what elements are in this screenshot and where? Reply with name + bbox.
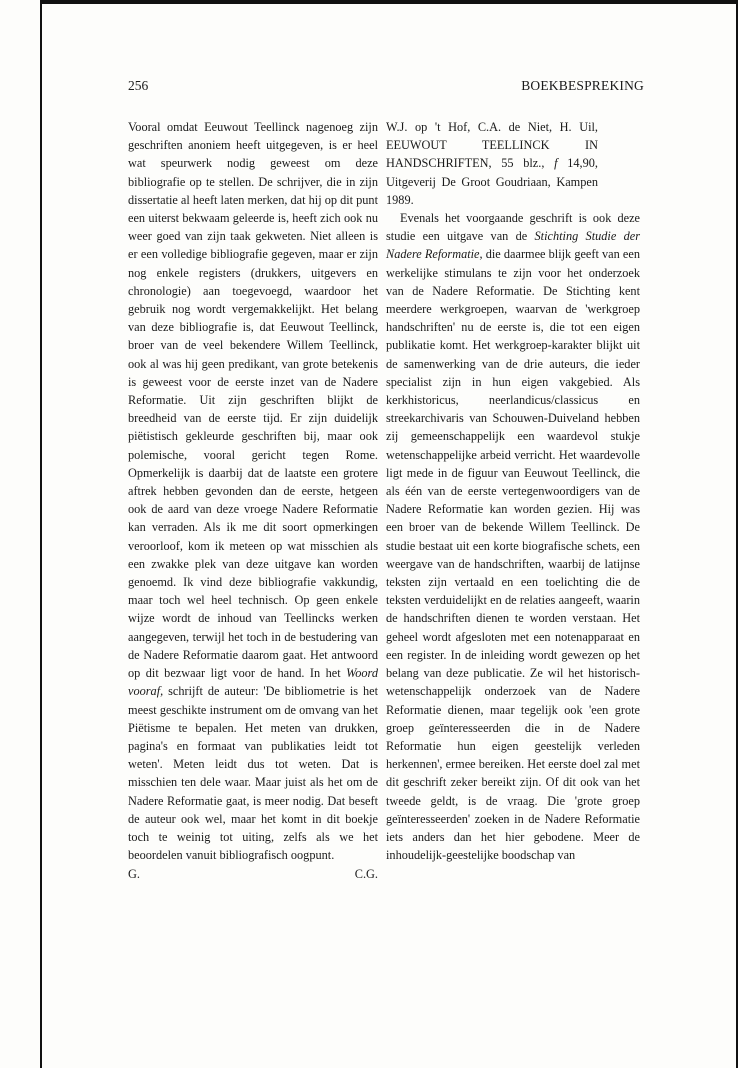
signoff-left: G. bbox=[128, 867, 140, 882]
review-body-part1: Evenals het voorgaande geschrift is ook deze studie een uitgave van de bbox=[386, 211, 640, 244]
left-column bbox=[128, 118, 378, 883]
signoff bbox=[128, 865, 378, 883]
page-edge-left bbox=[40, 0, 42, 1068]
citation-currency: f bbox=[554, 156, 558, 171]
foundation-name: Stichting Studie der Nadere Reformatie, bbox=[386, 229, 640, 262]
page-header bbox=[128, 78, 644, 96]
running-title: BOEKBESPREKING bbox=[521, 78, 644, 93]
book-citation bbox=[386, 118, 598, 209]
review-body-part2: die daarmee blijk geeft van een werkelijke stimulans te zijn voor het onderzoek van de Nadere Reformatie. De Stichting kent meerdere werkgroepen, waarvan de 'werkgroep handschriften' nu de eerste is, die tot een eigen publikatie komt. Het werkgroep-karakter blijkt uit de samenwerking van de drie auteurs, die ieder specialist zijn in hun eigen vakgebied. Als kerkhistoricus, neerlandicus/classicus en streekarchivaris van Schouwen-Duiveland hebben zij gemeenschappelijk een waardevol stukje wetenschappelijke arbeid verricht. Het waardevolle ligt mede in de figuur van Eeuwout Teellinck, die als één van de eerste vertegenwoordigers van de Nadere Reformatie kan worden gezien. Hij was een broer van de bekende Willem Teellinck. De studie bestaat uit een korte biografische schets, een weergave van de handschriften, waarbij de latijnse teksten zijn vertaald en een toelichting die de teksten verduidelijkt en de relaties aangeeft, waarin de handschriften dienen te worden verstaan. Het geheel wordt afgesloten met een notenapparaat en een register. In de inleiding wordt gewezen op het belang van deze publicatie. Ze wil het historisch-wetenschappelijk onderzoek van de Nadere Reformatie dienen, maar tegelijk ook 'een grote groep geïnteresseerden die in de Nadere Reformatie hun eigen geestelijk verleden herkennen', ermee bereiken. Het eerste doel zal met dit geschrift zeker bereikt zijn. Of dit ook van het tweede geldt, is de vraag. Die 'grote groep geïnteresseerden' zoeken in de Nadere Reformatie iets anders dan het hier gebodene. Meer de inhoudelijk-geestelijke boodschap van bbox=[386, 247, 640, 863]
page-number: 256 bbox=[128, 78, 149, 93]
left-paragraph bbox=[128, 118, 378, 864]
left-paragraph-part2: schrijft de auteur: 'De bibliometrie is het meest geschikte instrument om de omvang van het Piëtisme te bepalen. Het meten van drukken, pagina's en formaat van publikaties leidt tot weten'. Meten leidt dus tot weten. Dat is misschien ten dele waar. Maar juist als het om de Nadere Reformatie gaat, is meer nodig. Dat beseft de auteur ook wel, maar het komt in dit boekje toch te weinig tot uiting, zelfs als we het beoordelen vanuit bibliografisch oogpunt. bbox=[128, 684, 378, 863]
signoff-right: C.G. bbox=[354, 867, 378, 882]
page-edge-top bbox=[40, 0, 738, 4]
citation-part1: W.J. op 't Hof, C.A. de Niet, H. Uil, EEUWOUT TEELLINCK IN HANDSCHRIFTEN, 55 blz., bbox=[386, 120, 598, 171]
left-paragraph-part1: Vooral omdat Eeuwout Teellinck nagenoeg zijn geschriften anoniem heeft uitgegeven, is er heel wat speurwerk nodig geweest om deze bibliografie op te stellen. De schrijver, die in zijn dissertatie al heeft laten merken, dat hij op dit punt een uiterst bekwaam geleerde is, heeft zich ook nu weer goed van zijn taak gekweten. Niet alleen is er een volledige bibliografie gegeven, maar er zijn nog enkele registers (drukkers, uitgevers en chronologie) aan toegevoegd, waardoor het gebruik nog wordt vergemakkelijkt. Het belang van deze bibliografie is, dat Eeuwout Teellinck, broer van de veel bekendere Willem Teellinck, ook al was hij geen predikant, van grote betekenis is geweest voor de eerste inzet van de Nadere Reformatie. Uit zijn geschriften blijkt de breedheid van de eerste tijd. Er zijn duidelijk piëtistisch gekleurde geschriften bij, maar ook polemische, vooral gericht tegen Rome. Opmerkelijk is daarbij dat de laatste een grotere aftrek hebben gevonden dan de eerste, hetgeen ook de aard van deze vroege Nadere Reformatie kan verraden. Als ik me dit soort opmerkingen veroorloof, kom ik meteen op wat misschien als een zwakke plek van deze uitgave kan worden genoemd. Ik vind deze bibliografie vakkundig, maar toch wel heel technisch. Op geen enkele wijze wordt de inhoud van Teellincks werken aangegeven, terwijl het toch in de bestudering van de Nadere Reformatie daarom gaat. Het antwoord op dit bezwaar ligt voor de hand. In het bbox=[128, 120, 378, 681]
woord-vooraf-title: Woord vooraf, bbox=[128, 666, 378, 699]
citation-part2: 14,90, Uitgeverij De Groot Goudriaan, Kampen 1989. bbox=[386, 156, 598, 207]
review-body bbox=[386, 209, 640, 864]
right-column bbox=[386, 118, 640, 864]
